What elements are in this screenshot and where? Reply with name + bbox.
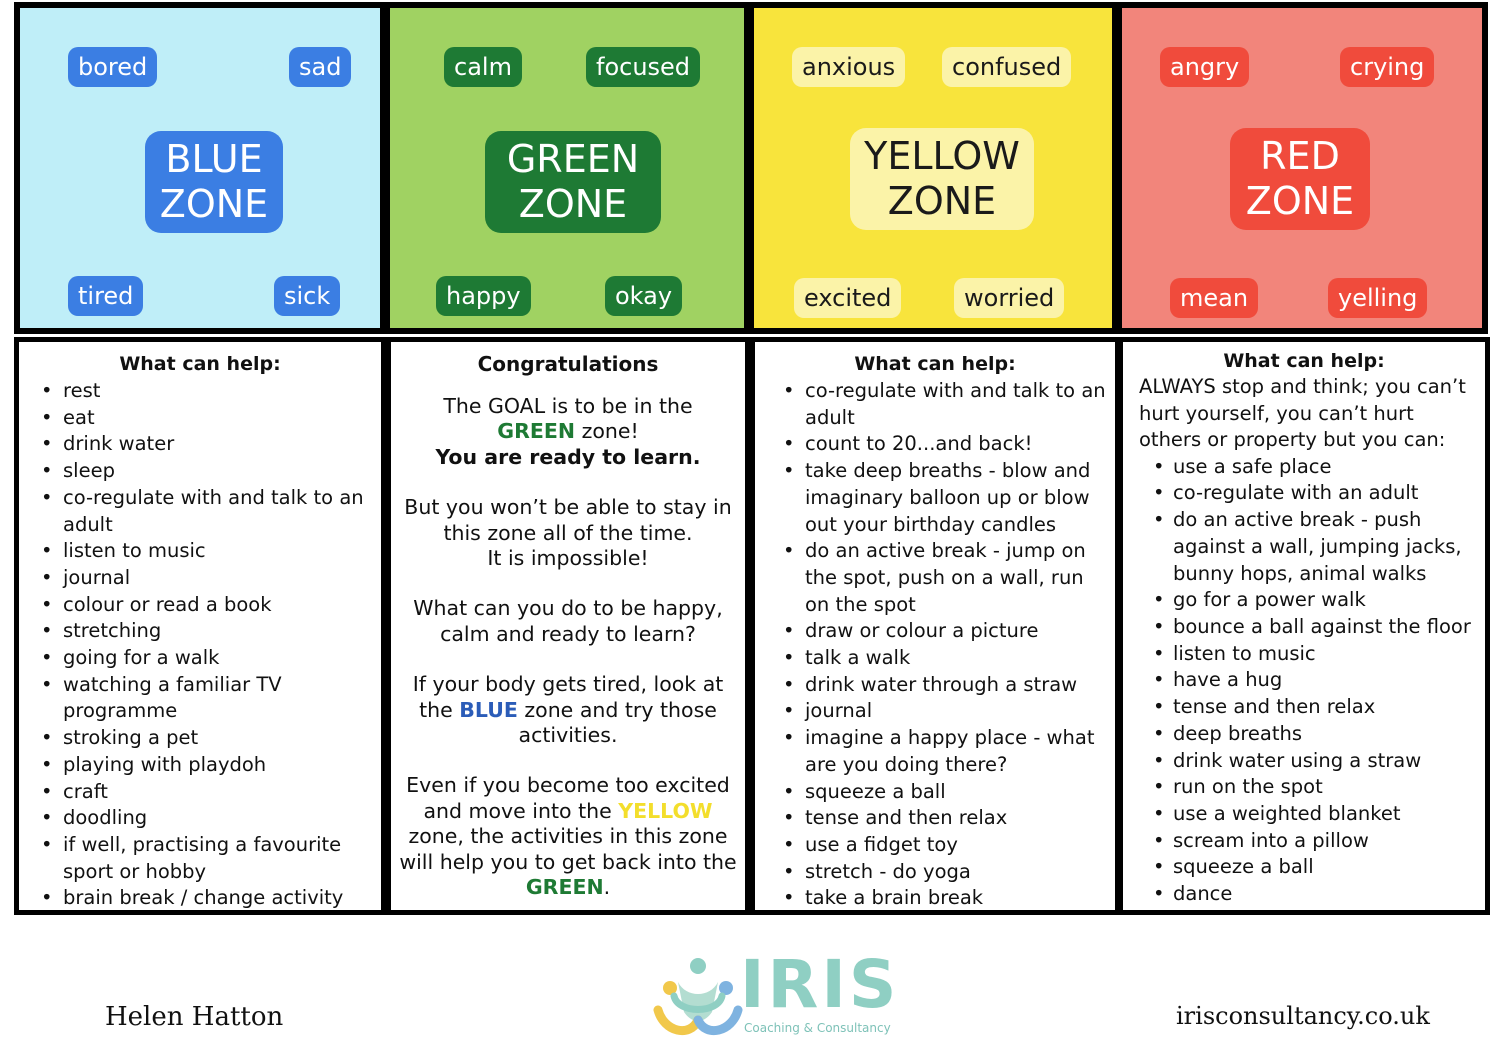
yellow-item: • imagine a happy place - what are you doing there?	[755, 725, 1115, 778]
card-heading: Congratulations	[477, 352, 659, 376]
feeling-tag-sad: sad	[289, 47, 351, 87]
yellow-item: • draw or colour a picture	[755, 618, 1115, 645]
yellow-activity-list	[755, 378, 1115, 912]
blue-item: • stretching	[19, 618, 381, 645]
feeling-tag-excited: excited	[794, 278, 901, 318]
blue-item: • if well, practising a favourite sport or hobby	[19, 832, 381, 885]
red-zone-help-card	[1118, 337, 1490, 915]
blue-item: • colour or read a book	[19, 592, 381, 619]
blue-zone-title: BLUE ZONE	[145, 131, 283, 233]
yellow-zone-title: YELLOW ZONE	[850, 128, 1034, 230]
blue-activity-list	[19, 378, 381, 912]
yellow-item: • do an active break - jump on the spot, push on a wall, run on the spot	[755, 538, 1115, 618]
blue-zone-help-card	[14, 337, 386, 915]
yellow-advice-paragraph: Even if you become too excited and move into the YELLOW zone, the activities in this zone will help you to get back into the GREEN.	[399, 773, 737, 900]
red-item: • run on the spot	[1123, 774, 1485, 801]
blue-item: • craft	[19, 779, 381, 806]
feeling-tag-sick: sick	[274, 276, 340, 316]
blue-item: • playing with playdoh	[19, 752, 381, 779]
blue-item: • eat	[19, 405, 381, 432]
logo-tagline: Coaching & Consultancy	[744, 1021, 891, 1035]
red-intro-text: ALWAYS stop and think; you can’t hurt yourself, you can’t hurt others or property but you can:	[1139, 375, 1466, 452]
yellow-item: • stretch - do yoga	[755, 859, 1115, 886]
red-item: • dance	[1123, 881, 1485, 908]
stay-paragraph: But you won’t be able to stay in this zone all of the time. It is impossible!	[404, 495, 732, 571]
yellow-zone-help-card	[750, 337, 1120, 915]
feeling-tag-yelling: yelling	[1328, 278, 1427, 318]
red-item: • use a safe place	[1123, 454, 1485, 481]
feeling-tag-bored: bored	[68, 47, 157, 87]
goal-paragraph: The GOAL is to be in the GREEN zone! You are ready to learn.	[435, 394, 701, 469]
blue-advice-paragraph: If your body gets tired, look at the BLUE zone and try those activities.	[412, 672, 724, 748]
red-item: • deep breaths	[1123, 721, 1485, 748]
feeling-tag-angry: angry	[1160, 47, 1249, 87]
green-zone-title: GREEN ZONE	[485, 131, 661, 233]
red-activity-list	[1123, 454, 1485, 908]
red-item: • co-regulate with an adult	[1123, 480, 1485, 507]
feeling-tag-focused: focused	[586, 47, 700, 87]
yellow-zone-panel	[748, 2, 1118, 334]
blue-item: • stroking a pet	[19, 725, 381, 752]
red-item: • tense and then relax	[1123, 694, 1485, 721]
feeling-tag-anxious: anxious	[792, 47, 905, 87]
feeling-tag-crying: crying	[1340, 47, 1434, 87]
blue-item: • rest	[19, 378, 381, 405]
red-zone-title: RED ZONE	[1230, 128, 1370, 230]
blue-item: • sleep	[19, 458, 381, 485]
green-zone-message-card	[386, 337, 750, 915]
yellow-item: • talk a walk	[755, 645, 1115, 672]
red-item: • use a weighted blanket	[1123, 801, 1485, 828]
feeling-tag-happy: happy	[436, 276, 531, 316]
yellow-item: • tense and then relax	[755, 805, 1115, 832]
blue-item: • drink water	[19, 431, 381, 458]
question-paragraph: What can you do to be happy, calm and ready to learn?	[413, 596, 723, 646]
blue-item: • journal	[19, 565, 381, 592]
red-item: • have a hug	[1123, 667, 1485, 694]
red-item: • bounce a ball against the floor	[1123, 614, 1485, 641]
feeling-tag-worried: worried	[954, 278, 1064, 318]
yellow-item: • use a fidget toy	[755, 832, 1115, 859]
red-item: • go for a power walk	[1123, 587, 1485, 614]
red-item: • do an active break - push against a wall, jumping jacks, bunny hops, animal walks	[1123, 507, 1485, 587]
feeling-tag-okay: okay	[605, 276, 682, 316]
blue-item: • doodling	[19, 805, 381, 832]
website-link[interactable]: irisconsultancy.co.uk	[1176, 1002, 1430, 1030]
feeling-tag-mean: mean	[1170, 278, 1258, 318]
yellow-item: • co-regulate with and talk to an adult	[755, 378, 1115, 431]
green-zone-panel	[384, 2, 750, 334]
author-signature: Helen Hatton	[105, 1002, 284, 1032]
blue-item: • brain break / change activity	[19, 885, 381, 912]
feeling-tag-confused: confused	[942, 47, 1071, 87]
blue-item: • co-regulate with and talk to an adult	[19, 485, 381, 538]
red-item: • listen to music	[1123, 641, 1485, 668]
blue-item: • listen to music	[19, 538, 381, 565]
red-zone-panel	[1116, 2, 1488, 334]
iris-logo	[648, 946, 908, 1042]
blue-item: • watching a familiar TV programme	[19, 672, 381, 725]
yellow-item: • journal	[755, 698, 1115, 725]
red-item: • squeeze a ball	[1123, 854, 1485, 881]
yellow-item: • drink water through a straw	[755, 672, 1115, 699]
blue-item: • going for a walk	[19, 645, 381, 672]
yellow-item: • count to 20...and back!	[755, 431, 1115, 458]
yellow-item: • take deep breaths - blow and imaginary balloon up or blow out your birthday candles	[755, 458, 1115, 538]
red-item: • scream into a pillow	[1123, 828, 1485, 855]
red-item: • drink water using a straw	[1123, 748, 1485, 775]
card-heading: What can help:	[119, 353, 281, 375]
feeling-tag-tired: tired	[68, 276, 143, 316]
people-circle-icon	[648, 952, 748, 1042]
blue-zone-panel	[14, 2, 386, 334]
feeling-tag-calm: calm	[444, 47, 522, 87]
green-message	[391, 394, 745, 901]
logo-wordmark: IRIS	[740, 946, 900, 1023]
card-heading: What can help:	[1223, 350, 1385, 372]
card-heading: What can help:	[854, 353, 1016, 375]
yellow-item: • take a brain break	[755, 885, 1115, 912]
yellow-item: • squeeze a ball	[755, 779, 1115, 806]
